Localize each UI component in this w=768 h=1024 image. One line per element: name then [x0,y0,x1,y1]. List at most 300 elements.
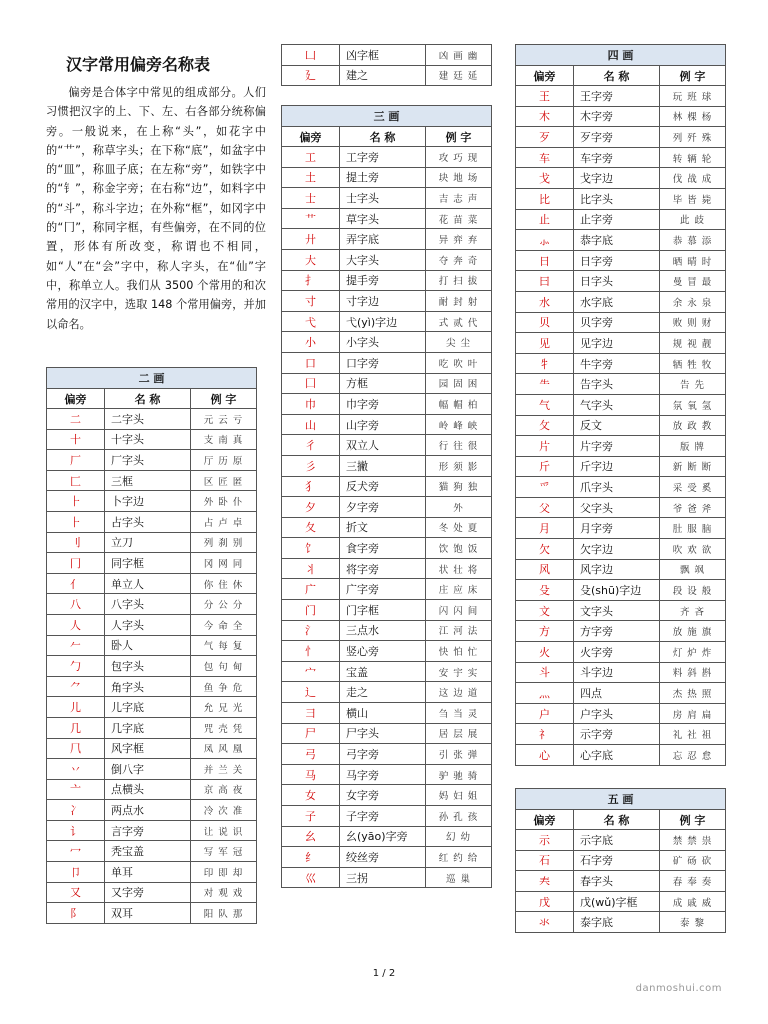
example-cell: 饮 饱 饭 [426,538,492,559]
table-row [516,912,726,933]
column-header-example: 例 字 [660,66,726,86]
name-cell: 斤字边 [574,456,660,477]
table-row [516,374,726,395]
table-row [282,45,492,66]
name-cell: 气字头 [574,394,660,415]
radical-cell: 十 [47,429,105,450]
table-row [282,208,492,229]
radical-cell: 亠 [47,779,105,800]
radical-cell: 彳 [282,435,340,456]
example-cell: 妈 妇 姐 [426,785,492,806]
example-cell: 列 歼 殊 [660,127,726,148]
example-cell: 刍 当 灵 [426,703,492,724]
example-cell: 园 固 困 [426,373,492,394]
radical-cell: ⺊ [47,491,105,512]
table-row [516,333,726,354]
radical-cell: 山 [282,414,340,435]
example-cell: 吃 吹 叶 [426,352,492,373]
table-title: 二 画 [47,368,257,389]
table-row [282,394,492,415]
example-cell: 阳 队 那 [191,903,257,924]
radical-cell: 石 [516,850,574,871]
radical-cell: 氵 [282,620,340,641]
column-header-name: 名 称 [574,810,660,830]
table-title-row [47,368,257,389]
table-row [516,394,726,415]
example-cell: 料 斜 斟 [660,662,726,683]
radical-cell: 廴 [282,65,340,86]
table-row [47,450,257,471]
radical-cell: 凵 [282,45,340,66]
name-cell: 月字旁 [574,518,660,539]
example-cell: 允 兄 光 [191,697,257,718]
table-row [47,614,257,635]
column-header-radical: 偏旁 [47,389,105,409]
radical-cell: 片 [516,436,574,457]
table-row [516,745,726,766]
name-cell: 角字头 [105,676,191,697]
name-cell: 将字旁 [340,558,426,579]
table-three-strokes [281,105,492,888]
table-row [282,229,492,250]
example-cell: 吹 欢 欲 [660,539,726,560]
table-row [47,553,257,574]
radical-cell: 心 [516,745,574,766]
radical-cell: 马 [282,764,340,785]
table-row [516,891,726,912]
column-header-radical: 偏旁 [516,810,574,830]
name-cell: 单立人 [105,573,191,594]
example-cell: 采 受 奚 [660,477,726,498]
name-cell: 比字头 [574,188,660,209]
name-cell: 文字头 [574,600,660,621]
example-cell: 支 南 真 [191,429,257,450]
name-cell: 大字头 [340,249,426,270]
table-row [282,455,492,476]
table-row [516,271,726,292]
example-cell: 元 云 亏 [191,409,257,430]
table-row [282,249,492,270]
table-row [282,435,492,456]
name-cell: 三拐 [340,867,426,888]
table-row [47,532,257,553]
name-cell: 三框 [105,470,191,491]
example-cell: 打 扫 拔 [426,270,492,291]
radical-cell: 刂 [47,532,105,553]
watermark: danmoshui.com [635,983,722,994]
radical-cell: ⺇ [47,738,105,759]
name-cell: 止字旁 [574,209,660,230]
example-cell: 段 设 般 [660,580,726,601]
example-cell: 房 肩 扁 [660,703,726,724]
example-cell: 区 匠 匿 [191,470,257,491]
name-cell: 心字底 [574,745,660,766]
radical-cell: 贝 [516,312,574,333]
name-cell: 巾字旁 [340,394,426,415]
table-row [282,332,492,353]
example-cell: 凶 画 幽 [426,45,492,66]
radical-cell: 礻 [516,724,574,745]
example-cell: 放 施 旗 [660,621,726,642]
name-cell: 单耳 [105,862,191,883]
example-cell: 包 句 甸 [191,656,257,677]
name-cell: 石字旁 [574,850,660,871]
radical-cell: 口 [282,352,340,373]
table-row [282,476,492,497]
name-cell: 牛字旁 [574,353,660,374]
example-cell: 行 往 很 [426,435,492,456]
radical-cell: 父 [516,497,574,518]
example-cell: 红 约 给 [426,847,492,868]
column-header-name: 名 称 [574,66,660,86]
name-cell: 口字旁 [340,352,426,373]
example-cell: 爷 爸 斧 [660,497,726,518]
table-row [516,830,726,851]
radical-cell: 文 [516,600,574,621]
example-cell: 泰 黎 [660,912,726,933]
example-cell: 厅 历 原 [191,450,257,471]
name-cell: 女字旁 [340,785,426,806]
radical-cell: 欠 [516,539,574,560]
table-row [516,580,726,601]
table-row [516,312,726,333]
radical-cell: 大 [282,249,340,270]
radical-cell: 纟 [282,847,340,868]
radical-cell: 忄 [282,641,340,662]
radical-cell: 日 [516,250,574,271]
name-cell: 日字旁 [574,250,660,271]
table-row [47,841,257,862]
table-row [282,785,492,806]
table-row [47,759,257,780]
column-header-row [516,810,726,830]
table-row [516,456,726,477]
radical-cell: 氺 [516,912,574,933]
name-cell: 方框 [340,373,426,394]
example-cell: 幻 幼 [426,826,492,847]
name-cell: 爪字头 [574,477,660,498]
table-row [516,415,726,436]
example-cell: 玩 班 球 [660,86,726,107]
name-cell: 厂字头 [105,450,191,471]
example-cell: 禁 禁 祟 [660,830,726,851]
table-row [282,703,492,724]
radical-cell: 亻 [47,573,105,594]
table-row [47,511,257,532]
example-cell: 驴 驰 骑 [426,764,492,785]
example-cell: 建 廷 延 [426,65,492,86]
name-cell: 泰字底 [574,912,660,933]
radical-cell: 饣 [282,538,340,559]
table-row [282,291,492,312]
name-cell: 王字旁 [574,86,660,107]
example-cell: 版 牌 [660,436,726,457]
table-row [516,850,726,871]
table-row [47,429,257,450]
radical-cell: 户 [516,703,574,724]
example-cell: 尖 尘 [426,332,492,353]
radical-cell: 冫 [47,800,105,821]
name-cell: 草字头 [340,208,426,229]
name-cell: 歹字旁 [574,127,660,148]
table-row [282,373,492,394]
name-cell: 见字边 [574,333,660,354]
table-row [282,744,492,765]
name-cell: 三点水 [340,620,426,641]
name-cell: 四点 [574,683,660,704]
example-cell: 夺 奔 奇 [426,249,492,270]
radical-cell: 扌 [282,270,340,291]
example-cell: 新 断 断 [660,456,726,477]
name-cell: 倒八字 [105,759,191,780]
table-row [282,270,492,291]
radical-cell: 儿 [47,697,105,718]
table-row [47,656,257,677]
example-cell: 恭 慕 添 [660,230,726,251]
table-row [282,661,492,682]
table-row [282,600,492,621]
table-row [282,558,492,579]
example-cell: 灯 炉 炸 [660,642,726,663]
radical-cell: 见 [516,333,574,354]
name-cell: 日字头 [574,271,660,292]
example-cell: 江 河 法 [426,620,492,641]
table-row [516,518,726,539]
name-cell: 示字旁 [574,724,660,745]
radical-cell: 卩 [47,862,105,883]
example-cell: 齐 吝 [660,600,726,621]
name-cell: 寸字边 [340,291,426,312]
table-row [282,414,492,435]
name-cell: 幺(yāo)字旁 [340,826,426,847]
example-cell: 冈 网 同 [191,553,257,574]
name-cell: 山字旁 [340,414,426,435]
table-row [516,642,726,663]
example-cell: 对 观 戏 [191,882,257,903]
name-cell: 竖心旁 [340,641,426,662]
radical-cell: 小 [282,332,340,353]
column-header-row [516,66,726,86]
radical-cell: 方 [516,621,574,642]
table-title-row [282,106,492,127]
table-two-strokes-continued [281,44,492,86]
name-cell: 车字旁 [574,147,660,168]
name-cell: 折文 [340,517,426,538]
radical-cell: 人 [47,614,105,635]
radical-cell: 巛 [282,867,340,888]
table-row [516,147,726,168]
name-cell: 士字头 [340,188,426,209]
name-cell: 示字底 [574,830,660,851]
table-row [516,106,726,127]
name-cell: 方字旁 [574,621,660,642]
table-row [47,800,257,821]
table-row [47,903,257,924]
table-row [47,738,257,759]
table-title: 四 画 [516,45,726,66]
example-cell: 外 [426,497,492,518]
example-cell: 孙 孔 孩 [426,806,492,827]
name-cell: 告字头 [574,374,660,395]
example-cell: 伐 战 成 [660,168,726,189]
radical-cell: 戊 [516,891,574,912]
table-row [47,635,257,656]
radical-cell: 巾 [282,394,340,415]
table-row [516,127,726,148]
table-row [516,559,726,580]
table-row [516,291,726,312]
radical-cell: 比 [516,188,574,209]
table-row [282,764,492,785]
table-row [516,683,726,704]
column-header-radical: 偏旁 [282,127,340,147]
example-cell: 让 说 识 [191,820,257,841]
example-cell: 安 宇 实 [426,661,492,682]
table-row [516,209,726,230]
table-two-strokes [46,367,257,924]
table-row [516,230,726,251]
table-row [282,723,492,744]
table-row [516,621,726,642]
radical-cell: 子 [282,806,340,827]
table-title: 五 画 [516,789,726,810]
radical-cell: 车 [516,147,574,168]
name-cell: 提手旁 [340,270,426,291]
name-cell: 凶字框 [340,45,426,66]
table-row [47,676,257,697]
example-cell: 曼 冒 最 [660,271,726,292]
example-cell: 肚 服 脑 [660,518,726,539]
radical-cell: 士 [282,188,340,209]
name-cell: 儿字底 [105,697,191,718]
radical-cell: 女 [282,785,340,806]
name-cell: 人字头 [105,614,191,635]
table-row [282,538,492,559]
radical-cell: 月 [516,518,574,539]
table-row [516,477,726,498]
name-cell: 二字头 [105,409,191,430]
example-cell: 气 每 复 [191,635,257,656]
name-cell: 言字旁 [105,820,191,841]
radical-cell: ⺗ [516,230,574,251]
table-five-strokes [515,788,726,933]
example-cell: 杰 热 照 [660,683,726,704]
radical-cell: 爫 [516,477,574,498]
name-cell: 又字旁 [105,882,191,903]
table-row [47,882,257,903]
name-cell: 宝盖 [340,661,426,682]
name-cell: 斗字边 [574,662,660,683]
name-cell: 殳(shū)字边 [574,580,660,601]
example-cell: 此 歧 [660,209,726,230]
example-cell: 春 奉 奏 [660,871,726,892]
radical-cell: 彡 [282,455,340,476]
intro-paragraph [46,83,266,334]
radical-cell: 匚 [47,470,105,491]
name-cell: 夕字旁 [340,497,426,518]
example-cell: 式 贰 代 [426,311,492,332]
example-cell: 快 怕 忙 [426,641,492,662]
example-cell: 矿 砀 砍 [660,850,726,871]
radical-cell: 夂 [282,517,340,538]
table-row [282,847,492,868]
page-number: 1 / 2 [372,968,396,979]
table-row [282,497,492,518]
name-cell: 八字头 [105,594,191,615]
name-cell: 立刀 [105,532,191,553]
name-cell: 反犬旁 [340,476,426,497]
example-cell: 攻 巧 现 [426,147,492,168]
name-cell: 户字头 [574,703,660,724]
radical-cell: 囗 [282,373,340,394]
name-cell: 横山 [340,703,426,724]
name-cell: 工字旁 [340,147,426,168]
name-cell: 木字旁 [574,106,660,127]
name-cell: 尸字头 [340,723,426,744]
table-row [516,662,726,683]
name-cell: 广字旁 [340,579,426,600]
radical-cell: 宀 [282,661,340,682]
table-row [516,724,726,745]
name-cell: 片字旁 [574,436,660,457]
name-cell: 十字头 [105,429,191,450]
table-row [47,491,257,512]
table-row [282,311,492,332]
name-cell: 恭字底 [574,230,660,251]
radical-cell: 廾 [282,229,340,250]
table-row [47,862,257,883]
table-row [282,147,492,168]
radical-cell: 殳 [516,580,574,601]
radical-cell: 止 [516,209,574,230]
column-header-example: 例 字 [426,127,492,147]
example-cell: 状 壮 将 [426,558,492,579]
name-cell: 卜字边 [105,491,191,512]
radical-cell: 土 [282,167,340,188]
name-cell: 马字旁 [340,764,426,785]
table-row [282,167,492,188]
name-cell: 反文 [574,415,660,436]
page-title: 汉字常用偏旁名称表 [66,55,211,74]
name-cell: 欠字边 [574,539,660,560]
example-cell: 引 张 弹 [426,744,492,765]
radical-cell: 𡗗 [516,871,574,892]
radical-cell: 歹 [516,127,574,148]
name-cell: 弋(yì)字边 [340,311,426,332]
name-cell: 秃宝盖 [105,841,191,862]
table-row [282,826,492,847]
table-title-row [516,789,726,810]
table-row [282,65,492,86]
example-cell: 规 视 靓 [660,333,726,354]
example-cell: 林 棵 杨 [660,106,726,127]
name-cell: 水字底 [574,291,660,312]
table-four-strokes [515,44,726,766]
example-cell: 毕 皆 毙 [660,188,726,209]
radical-cell: 寸 [282,291,340,312]
column-header-name: 名 称 [105,389,191,409]
name-cell: 小字头 [340,332,426,353]
name-cell: 食字旁 [340,538,426,559]
example-cell: 告 先 [660,374,726,395]
table-row [516,497,726,518]
radical-cell: 冂 [47,553,105,574]
name-cell: 提土旁 [340,167,426,188]
name-cell: 两点水 [105,800,191,821]
example-cell: 闪 闪 间 [426,600,492,621]
name-cell: 双耳 [105,903,191,924]
radical-cell: 示 [516,830,574,851]
